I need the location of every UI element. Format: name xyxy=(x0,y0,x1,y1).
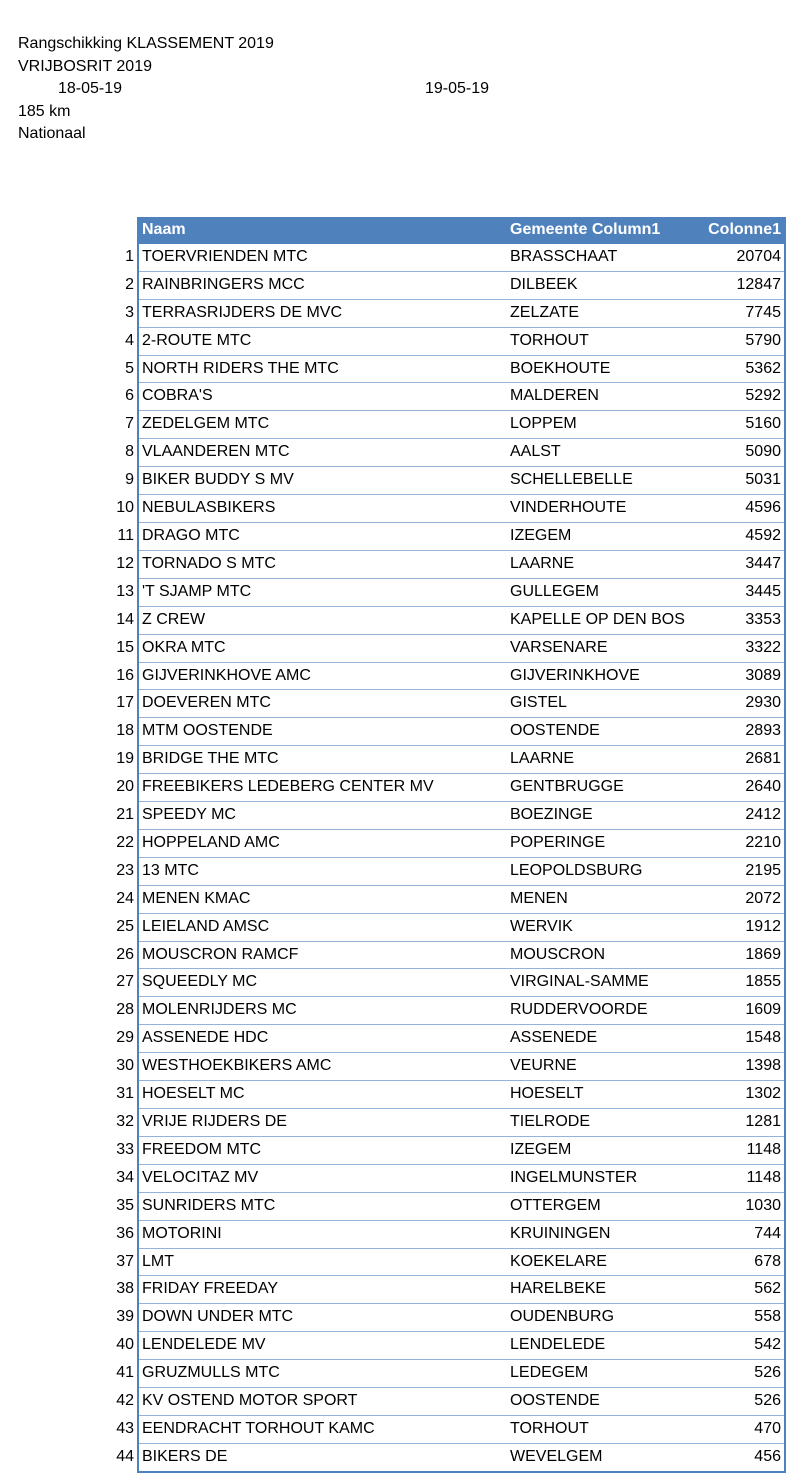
rank-cell: 31 xyxy=(116,1085,134,1103)
table-row xyxy=(100,913,785,941)
table-row xyxy=(100,606,785,634)
gemeente-cell: TORHOUT xyxy=(507,327,696,355)
table-row xyxy=(100,1248,785,1276)
naam-cell: MOUSCRON RAMCF xyxy=(138,941,507,969)
gemeente-cell: OOSTENDE xyxy=(507,1388,696,1416)
naam-cell: 'T SJAMP MTC xyxy=(138,578,507,606)
table-body xyxy=(100,244,785,1472)
rank-cell: 9 xyxy=(125,471,134,489)
date-range xyxy=(18,78,490,101)
score-cell: 562 xyxy=(696,1276,785,1304)
gemeente-cell: VINDERHOUTE xyxy=(507,495,696,523)
naam-cell: COBRA'S xyxy=(138,383,507,411)
table-row xyxy=(100,634,785,662)
event-name: VRIJBOSRIT 2019 xyxy=(18,57,152,75)
score-cell: 7745 xyxy=(696,299,785,327)
score-cell: 1548 xyxy=(696,1025,785,1053)
gemeente-cell: BOEKHOUTE xyxy=(507,355,696,383)
table-row xyxy=(100,271,785,299)
rank-cell: 23 xyxy=(116,861,134,879)
gemeente-cell: BRASSCHAAT xyxy=(507,244,696,271)
naam-cell: VLAANDEREN MTC xyxy=(138,439,507,467)
gemeente-cell: MOUSCRON xyxy=(507,941,696,969)
gemeente-cell: MENEN xyxy=(507,885,696,913)
gemeente-cell: IZEGEM xyxy=(507,522,696,550)
gemeente-cell: SCHELLEBELLE xyxy=(507,467,696,495)
rank-cell: 18 xyxy=(116,722,134,740)
naam-cell: BRIDGE THE MTC xyxy=(138,746,507,774)
score-cell: 3322 xyxy=(696,634,785,662)
naam-cell: OKRA MTC xyxy=(138,634,507,662)
score-cell: 1148 xyxy=(696,1136,785,1164)
naam-cell: TOERVRIENDEN MTC xyxy=(138,244,507,271)
table-row xyxy=(100,1443,785,1471)
rank-cell: 39 xyxy=(116,1308,134,1326)
table-row xyxy=(100,495,785,523)
rank-cell: 10 xyxy=(116,499,134,517)
gemeente-cell: KRUININGEN xyxy=(507,1220,696,1248)
date-end: 19-05-19 xyxy=(425,80,490,97)
naam-cell: HOESELT MC xyxy=(138,1081,507,1109)
table-row xyxy=(100,244,785,271)
naam-cell: KV OSTEND MOTOR SPORT xyxy=(138,1388,507,1416)
table-row xyxy=(100,1276,785,1304)
rank-cell: 12 xyxy=(116,554,134,572)
rank-cell: 29 xyxy=(116,1029,134,1047)
gemeente-cell: WERVIK xyxy=(507,913,696,941)
distance: 185 km xyxy=(18,102,71,120)
score-cell: 12847 xyxy=(696,271,785,299)
naam-cell: 2-ROUTE MTC xyxy=(138,327,507,355)
rank-cell: 4 xyxy=(125,331,134,349)
score-cell: 3445 xyxy=(696,578,785,606)
table-row xyxy=(100,1415,785,1443)
table-row xyxy=(100,969,785,997)
gemeente-cell: WEVELGEM xyxy=(507,1443,696,1471)
naam-cell: LENDELEDE MV xyxy=(138,1332,507,1360)
gemeente-cell: HOESELT xyxy=(507,1081,696,1109)
naam-cell: VRIJE RIJDERS DE xyxy=(138,1109,507,1137)
gemeente-cell: VEURNE xyxy=(507,1053,696,1081)
rank-cell: 24 xyxy=(116,889,134,907)
table-row xyxy=(100,1304,785,1332)
naam-cell: BIKER BUDDY S MV xyxy=(138,467,507,495)
score-cell: 744 xyxy=(696,1220,785,1248)
naam-cell: TORNADO S MTC xyxy=(138,550,507,578)
gemeente-cell: INGELMUNSTER xyxy=(507,1164,696,1192)
gemeente-cell: LENDELEDE xyxy=(507,1332,696,1360)
score-cell: 1302 xyxy=(696,1081,785,1109)
table-row xyxy=(100,467,785,495)
table-row xyxy=(100,746,785,774)
rank-cell: 2 xyxy=(125,275,134,293)
score-cell: 2072 xyxy=(696,885,785,913)
gemeente-cell: MALDEREN xyxy=(507,383,696,411)
score-cell: 5790 xyxy=(696,327,785,355)
rank-cell: 33 xyxy=(116,1140,134,1158)
score-cell: 4592 xyxy=(696,522,785,550)
rank-cell: 3 xyxy=(125,303,134,321)
table-row xyxy=(100,1388,785,1416)
score-cell: 5292 xyxy=(696,383,785,411)
table-row xyxy=(100,522,785,550)
table-row xyxy=(100,885,785,913)
gemeente-cell: GIJVERINKHOVE xyxy=(507,662,696,690)
gemeente-cell: ASSENEDE xyxy=(507,1025,696,1053)
naam-cell: LMT xyxy=(138,1248,507,1276)
table-row xyxy=(100,578,785,606)
table-row xyxy=(100,1136,785,1164)
rank-cell: 5 xyxy=(125,359,134,377)
score-cell: 3447 xyxy=(696,550,785,578)
rank-cell: 17 xyxy=(116,694,134,712)
gemeente-cell: TORHOUT xyxy=(507,1415,696,1443)
rank-cell: 6 xyxy=(125,387,134,405)
rank-cell: 14 xyxy=(116,610,134,628)
rank-cell: 38 xyxy=(116,1280,134,1298)
gemeente-cell: IZEGEM xyxy=(507,1136,696,1164)
ranking-table-wrapper xyxy=(0,217,800,1473)
score-cell: 470 xyxy=(696,1415,785,1443)
naam-cell: BIKERS DE xyxy=(138,1443,507,1471)
document-title: Rangschikking KLASSEMENT 2019 xyxy=(18,35,274,52)
table-row xyxy=(100,774,785,802)
gemeente-cell: LEDEGEM xyxy=(507,1360,696,1388)
rank-cell: 34 xyxy=(116,1168,134,1186)
rank-cell: 26 xyxy=(116,945,134,963)
rank-cell: 40 xyxy=(116,1336,134,1354)
gemeente-cell: OTTERGEM xyxy=(507,1192,696,1220)
rank-cell: 20 xyxy=(116,778,134,796)
naam-cell: FREEBIKERS LEDEBERG CENTER MV xyxy=(138,774,507,802)
score-cell: 20704 xyxy=(696,244,785,271)
naam-cell: HOPPELAND AMC xyxy=(138,829,507,857)
rank-cell: 35 xyxy=(116,1196,134,1214)
table-row xyxy=(100,383,785,411)
table-row xyxy=(100,718,785,746)
column-header-colonne1: Colonne1 xyxy=(696,217,785,244)
score-cell: 678 xyxy=(696,1248,785,1276)
gemeente-cell: VIRGINAL-SAMME xyxy=(507,969,696,997)
score-cell: 526 xyxy=(696,1388,785,1416)
score-cell: 2893 xyxy=(696,718,785,746)
table-row xyxy=(100,662,785,690)
naam-cell: RAINBRINGERS MCC xyxy=(138,271,507,299)
table-row xyxy=(100,941,785,969)
gemeente-cell: OOSTENDE xyxy=(507,718,696,746)
naam-cell: SUNRIDERS MTC xyxy=(138,1192,507,1220)
naam-cell: TERRASRIJDERS DE MVC xyxy=(138,299,507,327)
table-row xyxy=(100,690,785,718)
rank-cell: 27 xyxy=(116,973,134,991)
rank-cell: 22 xyxy=(116,833,134,851)
gemeente-cell: DILBEEK xyxy=(507,271,696,299)
table-row xyxy=(100,411,785,439)
naam-cell: SQUEEDLY MC xyxy=(138,969,507,997)
naam-cell: 13 MTC xyxy=(138,857,507,885)
naam-cell: EENDRACHT TORHOUT KAMC xyxy=(138,1415,507,1443)
score-cell: 1855 xyxy=(696,969,785,997)
ranking-table xyxy=(100,217,786,1473)
naam-cell: FREEDOM MTC xyxy=(138,1136,507,1164)
rank-cell: 13 xyxy=(116,582,134,600)
naam-cell: MENEN KMAC xyxy=(138,885,507,913)
gemeente-cell: GULLEGEM xyxy=(507,578,696,606)
gemeente-cell: ZELZATE xyxy=(507,299,696,327)
table-row xyxy=(100,355,785,383)
score-cell: 1281 xyxy=(696,1109,785,1137)
score-cell: 2640 xyxy=(696,774,785,802)
gemeente-cell: LEOPOLDSBURG xyxy=(507,857,696,885)
table-row xyxy=(100,439,785,467)
rank-header xyxy=(100,217,138,244)
table-row xyxy=(100,1081,785,1109)
rank-cell: 21 xyxy=(116,806,134,824)
gemeente-cell: GISTEL xyxy=(507,690,696,718)
naam-cell: MOLENRIJDERS MC xyxy=(138,997,507,1025)
score-cell: 542 xyxy=(696,1332,785,1360)
rank-cell: 44 xyxy=(116,1448,134,1466)
naam-cell: DOEVEREN MTC xyxy=(138,690,507,718)
table-row xyxy=(100,1053,785,1081)
rank-cell: 28 xyxy=(116,1001,134,1019)
gemeente-cell: LOPPEM xyxy=(507,411,696,439)
table-row xyxy=(100,829,785,857)
rank-cell: 43 xyxy=(116,1419,134,1437)
document-header xyxy=(18,33,490,146)
table-row xyxy=(100,1164,785,1192)
score-cell: 2210 xyxy=(696,829,785,857)
rank-cell: 16 xyxy=(116,666,134,684)
score-cell: 558 xyxy=(696,1304,785,1332)
rank-cell: 11 xyxy=(117,526,134,544)
naam-cell: GRUZMULLS MTC xyxy=(138,1360,507,1388)
score-cell: 3353 xyxy=(696,606,785,634)
gemeente-cell: KOEKELARE xyxy=(507,1248,696,1276)
gemeente-cell: OUDENBURG xyxy=(507,1304,696,1332)
score-cell: 2930 xyxy=(696,690,785,718)
level: Nationaal xyxy=(18,125,86,142)
rank-cell: 36 xyxy=(116,1224,134,1242)
score-cell: 1148 xyxy=(696,1164,785,1192)
naam-cell: Z CREW xyxy=(138,606,507,634)
score-cell: 4596 xyxy=(696,495,785,523)
rank-cell: 42 xyxy=(116,1392,134,1410)
naam-cell: WESTHOEKBIKERS AMC xyxy=(138,1053,507,1081)
rank-cell: 32 xyxy=(116,1113,134,1130)
date-start: 18-05-19 xyxy=(58,80,123,97)
table-row xyxy=(100,1332,785,1360)
table-row xyxy=(100,1220,785,1248)
gemeente-cell: TIELRODE xyxy=(507,1109,696,1137)
naam-cell: DRAGO MTC xyxy=(138,522,507,550)
table-row xyxy=(100,299,785,327)
rank-cell: 25 xyxy=(116,917,134,935)
gemeente-cell: VARSENARE xyxy=(507,634,696,662)
score-cell: 5090 xyxy=(696,439,785,467)
score-cell: 3089 xyxy=(696,662,785,690)
naam-cell: VELOCITAZ MV xyxy=(138,1164,507,1192)
score-cell: 2412 xyxy=(696,802,785,830)
gemeente-cell: HARELBEKE xyxy=(507,1276,696,1304)
rank-cell: 7 xyxy=(125,415,134,433)
naam-cell: ZEDELGEM MTC xyxy=(138,411,507,439)
gemeente-cell: BOEZINGE xyxy=(507,802,696,830)
naam-cell: MOTORINI xyxy=(138,1220,507,1248)
rank-cell: 8 xyxy=(125,443,134,461)
table-header-row xyxy=(100,217,785,244)
naam-cell: NORTH RIDERS THE MTC xyxy=(138,355,507,383)
rank-cell: 30 xyxy=(116,1057,134,1075)
gemeente-cell: POPERINGE xyxy=(507,829,696,857)
score-cell: 2195 xyxy=(696,857,785,885)
score-cell: 1398 xyxy=(696,1053,785,1081)
naam-cell: LEIELAND AMSC xyxy=(138,913,507,941)
table-row xyxy=(100,1109,785,1137)
table-row xyxy=(100,550,785,578)
table-row xyxy=(100,1360,785,1388)
score-cell: 5031 xyxy=(696,467,785,495)
naam-cell: FRIDAY FREEDAY xyxy=(138,1276,507,1304)
table-row xyxy=(100,1192,785,1220)
table-row xyxy=(100,997,785,1025)
naam-cell: GIJVERINKHOVE AMC xyxy=(138,662,507,690)
table-row xyxy=(100,802,785,830)
table-row xyxy=(100,857,785,885)
naam-cell: ASSENEDE HDC xyxy=(138,1025,507,1053)
gemeente-cell: KAPELLE OP DEN BOS xyxy=(507,606,696,634)
score-cell: 1912 xyxy=(696,913,785,941)
score-cell: 1869 xyxy=(696,941,785,969)
rank-cell: 37 xyxy=(116,1252,134,1270)
gemeente-cell: LAARNE xyxy=(507,746,696,774)
table-row xyxy=(100,327,785,355)
score-cell: 526 xyxy=(696,1360,785,1388)
column-header-gemeente: Gemeente Column1 xyxy=(507,217,696,244)
score-cell: 1030 xyxy=(696,1192,785,1220)
naam-cell: MTM OOSTENDE xyxy=(138,718,507,746)
rank-cell: 19 xyxy=(116,750,134,768)
score-cell: 2681 xyxy=(696,746,785,774)
naam-cell: SPEEDY MC xyxy=(138,802,507,830)
gemeente-cell: RUDDERVOORDE xyxy=(507,997,696,1025)
gemeente-cell: LAARNE xyxy=(507,550,696,578)
rank-cell: 1 xyxy=(125,248,134,266)
score-cell: 5362 xyxy=(696,355,785,383)
table-row xyxy=(100,1025,785,1053)
rank-cell: 41 xyxy=(116,1364,134,1382)
gemeente-cell: GENTBRUGGE xyxy=(507,774,696,802)
score-cell: 5160 xyxy=(696,411,785,439)
score-cell: 1609 xyxy=(696,997,785,1025)
rank-cell: 15 xyxy=(116,638,134,656)
score-cell: 456 xyxy=(696,1443,785,1471)
naam-cell: NEBULASBIKERS xyxy=(138,495,507,523)
gemeente-cell: AALST xyxy=(507,439,696,467)
naam-cell: DOWN UNDER MTC xyxy=(138,1304,507,1332)
column-header-naam: Naam xyxy=(138,217,507,244)
